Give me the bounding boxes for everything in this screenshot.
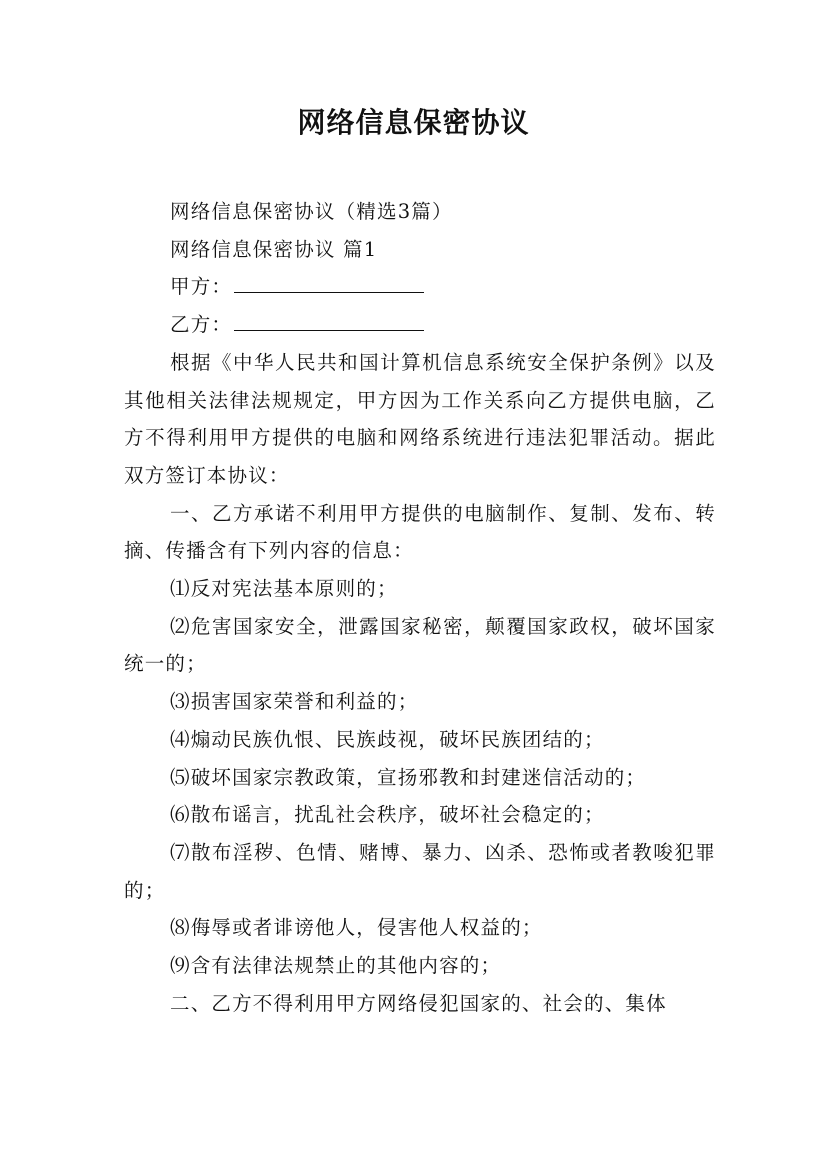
list-item: ⑷煽动民族仇恨、民族歧视，破坏民族团结的；: [170, 727, 605, 751]
clause-2: 二、乙方不得利用甲方网络侵犯国家的、社会的、集体: [170, 991, 667, 1015]
party-b-blank: [234, 314, 424, 331]
list-item: ⑺散布淫秽、色情、赌博、暴力、凶杀、恐怖或者教唆犯罪的；: [124, 840, 716, 902]
subtitle: 网络信息保密协议（精选3篇）: [170, 200, 453, 223]
party-b-label: 乙方：: [170, 313, 233, 337]
party-a-line: [124, 268, 716, 306]
clause-1: 一、乙方承诺不利用甲方提供的电脑制作、复制、发布、转摘、传播含有下列内容的信息：: [124, 501, 716, 563]
party-a-label: 甲方：: [170, 275, 233, 299]
intro-paragraph: 根据《中华人民共和国计算机信息系统安全保护条例》以及其他相关法律法规规定，甲方因为工作关系向乙方提供电脑，乙方不得利用甲方提供的电脑和网络系统进行违法犯罪活动。据此双方签订本协议：: [124, 350, 716, 487]
party-b-line: [124, 306, 716, 344]
list-item: ⑹散布谣言，扰乱社会秩序，破坏社会稳定的；: [170, 803, 605, 827]
list-item: ⑼含有法律法规禁止的其他内容的；: [170, 954, 502, 978]
party-a-blank: [234, 276, 424, 293]
list-item: ⑶损害国家荣誉和利益的；: [170, 690, 419, 714]
list-item: ⑵危害国家安全，泄露国家秘密，颠覆国家政权，破坏国家统一的；: [124, 614, 716, 676]
list-item: ⑻侮辱或者诽谤他人，侵害他人权益的；: [170, 916, 543, 940]
list-item: ⑸破坏国家宗教政策，宣扬邪教和封建迷信活动的；: [170, 765, 647, 789]
list-item: ⑴反对宪法基本原则的；: [170, 577, 398, 601]
section-heading: 网络信息保密协议 篇1: [170, 237, 378, 261]
document-title: 网络信息保密协议: [297, 106, 530, 139]
document-body: [124, 193, 716, 1022]
